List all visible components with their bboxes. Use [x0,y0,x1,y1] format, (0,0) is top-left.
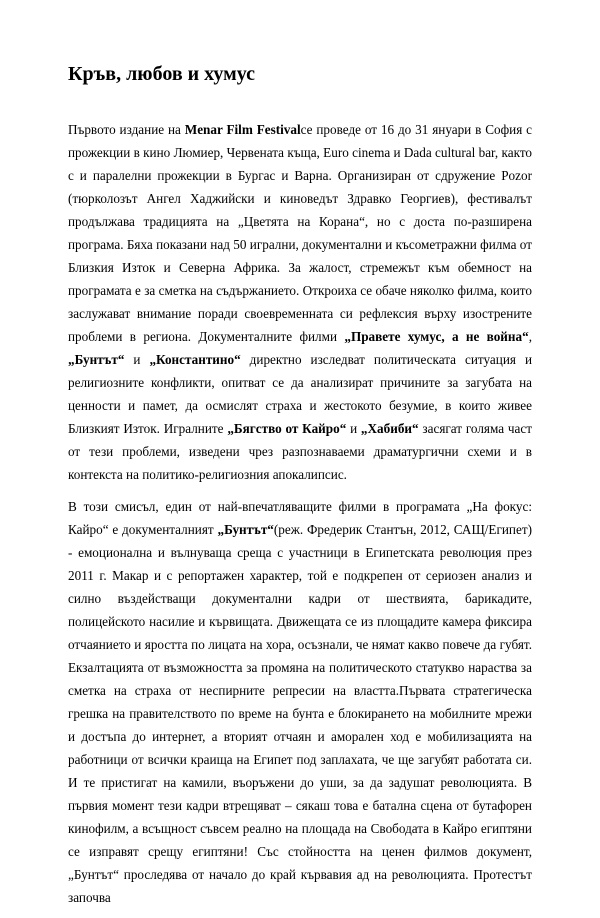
p1-text-c: се проведе от 16 до 31 януари в София с прожекции в кино Люмиер, Червената къща, Euro cinema и Dada cultural bar, както с и паралелни прожекции в Бургас и Варна. Организиран от сдружение Pozor (тюрколозът Ангел Хаджийски и киноведът Здравко Георгиев), фестивалът продължава традицията на „Цветята на Корана“, но с доста по-разширена програма. Бяха показани над 50 игрални, документални и късометражни филма от Близкия Изток и Северна Африка. За жалост, стремежът към обемност на програмата е за сметка на съдържанието. Откроиха се обаче няколко филма, които заслужават внимание поради своевременната си рефлексия върху изострените проблеми в региона. Документалните филми [68,122,532,344]
p1-text-e: , [528,329,532,344]
film-title-habibi: „Хабиби“ [360,421,419,436]
p1-text-k: и [346,421,361,436]
festival-name: Menar Film Festival [184,122,301,137]
p1-text-i: директно изследват политическата ситуация и религиозните конфликти, опитват се да анализират причините за загубата на ценности и памет, да осмислят страха и жестокото безумие, в които живее Близкият Изток. Игралните [68,352,533,436]
film-title-uprising-2: „Бунтът“ [217,522,274,537]
film-title-escape-cairo: „Бягство от Кайро“ [227,421,347,436]
p2-text-a: В този смисъл, един от най-впечатляващите филми в програмата „На фокус: Кайро“ е документалният [68,499,532,537]
film-title-constantino: „Константино“ [149,352,241,367]
p1-text-a: Първото издание на [68,122,185,137]
paragraph-2 [68,495,532,909]
film-title-uprising: „Бунтът“ [68,352,125,367]
article-title: Кръв, любов и хумус [68,63,256,85]
article-body [68,118,532,918]
paragraph-1 [68,118,532,486]
p2-text-c: (реж. Фредерик Стантън, 2012, САЩ/Египет) - емоционална и вълнуваща среща с участници в Египетската революция през 2011 г. Макар и с репортажен характер, той е подкрепен от сериозен анализ и силно въздействащи документални кадри от шествията, барикадите, полицейското насилие и кървищата. Движещата се из площадите камера фиксира отчаянието и яростта по лицата на хора, осъзнали, че нямат какво повече да губят. Екзалтацията от възможността за промяна на политическото статукво нараства за сметка на страха от неспирните репресии на властта.Първата стратегическа грешка на правителството по време на бунта е блокирането на мобилните мрежи и достъпа до интернет, а вторият отчаян и аморален ход е мобилизацията на работници от всички краища на Египет под заплахата, че ще загубят работата си. И те пристигат на камили, въоръжени до уши, за да задушат революцията. В първия момент тези кадри втрещяват – сякаш това е батална сцена от бутафорен кинофилм, а всъщност съвсем реално на площада на Свободата в Кайро египтяни се изправят срещу египтяни! Със стойността на ценен филмов документ, „Бунтът“ проследява от начало до край кървавия ад на революцията. Протестът започва [68,522,532,905]
p1-text-m: засягат голяма част от тези проблеми, изведени чрез разпознаваеми драматургични схеми и в контекста на политико-религиозния апокалипсис. [68,421,532,482]
p1-text-g: и [124,352,150,367]
film-title-hummus: „Правете хумус, а не война“ [344,329,529,344]
